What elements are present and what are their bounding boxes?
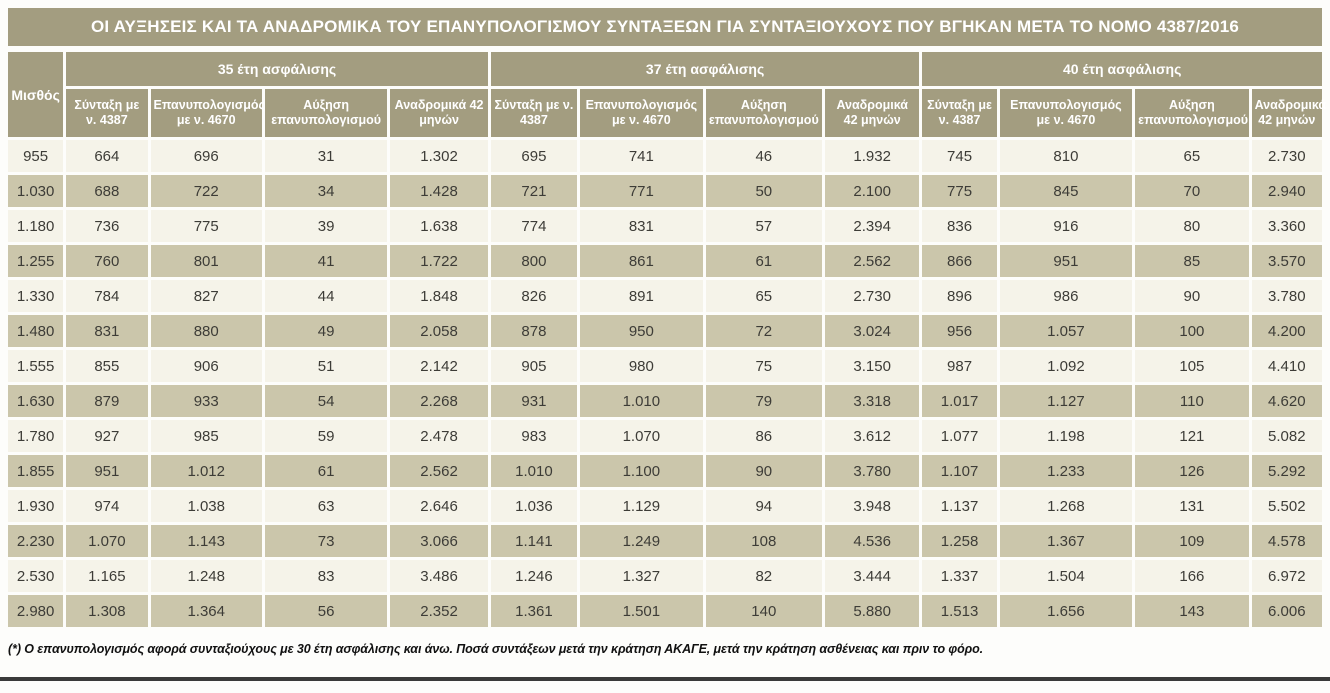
table-row — [8, 245, 1322, 277]
value-cell: 826 — [491, 280, 577, 312]
value-cell: 950 — [580, 315, 702, 347]
value-cell: 1.141 — [491, 525, 577, 557]
value-cell: 86 — [706, 420, 822, 452]
value-cell: 2.940 — [1252, 175, 1322, 207]
value-cell: 80 — [1135, 210, 1248, 242]
value-cell: 951 — [66, 455, 147, 487]
value-cell: 1.501 — [580, 595, 702, 627]
value-cell: 121 — [1135, 420, 1248, 452]
value-cell: 82 — [706, 560, 822, 592]
value-cell: 75 — [706, 350, 822, 382]
value-cell: 1.722 — [390, 245, 487, 277]
value-cell: 140 — [706, 595, 822, 627]
salary-cell: 1.930 — [8, 490, 63, 522]
value-cell: 1.361 — [491, 595, 577, 627]
value-cell: 3.780 — [1252, 280, 1322, 312]
value-cell: 985 — [151, 420, 262, 452]
value-cell: 771 — [580, 175, 702, 207]
value-cell: 688 — [66, 175, 147, 207]
value-cell: 760 — [66, 245, 147, 277]
value-cell: 63 — [265, 490, 387, 522]
value-cell: 46 — [706, 140, 822, 172]
value-cell: 1.198 — [1000, 420, 1133, 452]
value-cell: 1.308 — [66, 595, 147, 627]
value-cell: 831 — [66, 315, 147, 347]
value-cell: 3.948 — [825, 490, 919, 522]
value-cell: 131 — [1135, 490, 1248, 522]
table-row — [8, 560, 1322, 592]
value-cell: 905 — [491, 350, 577, 382]
column-header: Αναδρομικά 42 μηνών — [825, 89, 919, 137]
value-cell: 801 — [151, 245, 262, 277]
value-cell: 109 — [1135, 525, 1248, 557]
table-row — [8, 385, 1322, 417]
value-cell: 1.137 — [922, 490, 996, 522]
salary-cell: 1.555 — [8, 350, 63, 382]
value-cell: 1.143 — [151, 525, 262, 557]
value-cell: 31 — [265, 140, 387, 172]
value-cell: 3.066 — [390, 525, 487, 557]
value-cell: 861 — [580, 245, 702, 277]
value-cell: 41 — [265, 245, 387, 277]
value-cell: 1.246 — [491, 560, 577, 592]
salary-cell: 1.030 — [8, 175, 63, 207]
group-header-35-years: 35 έτη ασφάλισης — [66, 52, 488, 86]
value-cell: 2.562 — [825, 245, 919, 277]
value-cell: 44 — [265, 280, 387, 312]
value-cell: 4.200 — [1252, 315, 1322, 347]
value-cell: 980 — [580, 350, 702, 382]
table-row — [8, 595, 1322, 627]
value-cell: 1.057 — [1000, 315, 1133, 347]
value-cell: 1.367 — [1000, 525, 1133, 557]
value-cell: 2.268 — [390, 385, 487, 417]
value-cell: 51 — [265, 350, 387, 382]
value-cell: 5.082 — [1252, 420, 1322, 452]
table-row — [8, 175, 1322, 207]
column-header: Αύξηση επανυπολογισμού — [706, 89, 822, 137]
value-cell: 827 — [151, 280, 262, 312]
value-cell: 4.536 — [825, 525, 919, 557]
value-cell: 5.880 — [825, 595, 919, 627]
bottom-rule — [0, 677, 1330, 681]
value-cell: 39 — [265, 210, 387, 242]
salary-cell: 1.780 — [8, 420, 63, 452]
value-cell: 1.513 — [922, 595, 996, 627]
group-header-37-years: 37 έτη ασφάλισης — [491, 52, 920, 86]
table-row — [8, 140, 1322, 172]
value-cell: 61 — [265, 455, 387, 487]
value-cell: 855 — [66, 350, 147, 382]
table-row — [8, 490, 1322, 522]
value-cell: 1.428 — [390, 175, 487, 207]
value-cell: 2.394 — [825, 210, 919, 242]
value-cell: 836 — [922, 210, 996, 242]
value-cell: 1.129 — [580, 490, 702, 522]
value-cell: 891 — [580, 280, 702, 312]
value-cell: 73 — [265, 525, 387, 557]
value-cell: 896 — [922, 280, 996, 312]
value-cell: 1.038 — [151, 490, 262, 522]
salary-cell: 955 — [8, 140, 63, 172]
value-cell: 810 — [1000, 140, 1133, 172]
value-cell: 1.302 — [390, 140, 487, 172]
value-cell: 784 — [66, 280, 147, 312]
table-header — [8, 52, 1327, 137]
value-cell: 108 — [706, 525, 822, 557]
table-row — [8, 350, 1322, 382]
salary-cell: 1.255 — [8, 245, 63, 277]
table-row — [8, 210, 1322, 242]
value-cell: 3.612 — [825, 420, 919, 452]
value-cell: 1.012 — [151, 455, 262, 487]
value-cell: 143 — [1135, 595, 1248, 627]
value-cell: 1.327 — [580, 560, 702, 592]
value-cell: 3.360 — [1252, 210, 1322, 242]
value-cell: 736 — [66, 210, 147, 242]
value-cell: 1.100 — [580, 455, 702, 487]
value-cell: 696 — [151, 140, 262, 172]
value-cell: 2.730 — [1252, 140, 1322, 172]
value-cell: 79 — [706, 385, 822, 417]
column-header: Αύξηση επανυπολογισμού — [265, 89, 387, 137]
value-cell: 4.410 — [1252, 350, 1322, 382]
value-cell: 2.730 — [825, 280, 919, 312]
salary-cell: 1.630 — [8, 385, 63, 417]
value-cell: 722 — [151, 175, 262, 207]
group-header-40-years: 40 έτη ασφάλισης — [922, 52, 1322, 86]
value-cell: 1.656 — [1000, 595, 1133, 627]
value-cell: 83 — [265, 560, 387, 592]
value-cell: 3.444 — [825, 560, 919, 592]
value-cell: 878 — [491, 315, 577, 347]
value-cell: 775 — [151, 210, 262, 242]
value-cell: 1.233 — [1000, 455, 1133, 487]
value-cell: 2.142 — [390, 350, 487, 382]
value-cell: 866 — [922, 245, 996, 277]
value-cell: 6.972 — [1252, 560, 1322, 592]
value-cell: 800 — [491, 245, 577, 277]
value-cell: 126 — [1135, 455, 1248, 487]
value-cell: 3.486 — [390, 560, 487, 592]
value-cell: 34 — [265, 175, 387, 207]
value-cell: 974 — [66, 490, 147, 522]
value-cell: 50 — [706, 175, 822, 207]
value-cell: 57 — [706, 210, 822, 242]
value-cell: 3.024 — [825, 315, 919, 347]
value-cell: 956 — [922, 315, 996, 347]
value-cell: 927 — [66, 420, 147, 452]
value-cell: 4.578 — [1252, 525, 1322, 557]
pension-table — [5, 49, 1325, 630]
value-cell: 741 — [580, 140, 702, 172]
salary-cell: 1.855 — [8, 455, 63, 487]
value-cell: 3.318 — [825, 385, 919, 417]
value-cell: 5.502 — [1252, 490, 1322, 522]
column-header: Σύνταξη με ν. 4387 — [922, 89, 996, 137]
value-cell: 105 — [1135, 350, 1248, 382]
value-cell: 845 — [1000, 175, 1133, 207]
value-cell: 59 — [265, 420, 387, 452]
group-header-row — [8, 52, 1322, 86]
table-title: ΟΙ ΑΥΞΗΣΕΙΣ ΚΑΙ ΤΑ ΑΝΑΔΡΟΜΙΚΑ ΤΟΥ ΕΠΑΝΥΠΟΛΟΓΙΣΜΟΥ ΣΥΝΤΑΞΕΩΝ ΓΙΑ ΣΥΝΤΑΞΙΟΥΧΟΥΣ ΠΟΥ ΒΓΗΚΑΝ ΜΕΤΑ ΤΟ ΝΟΜΟ 4387/2016 — [8, 8, 1322, 46]
value-cell: 983 — [491, 420, 577, 452]
value-cell: 90 — [1135, 280, 1248, 312]
value-cell: 56 — [265, 595, 387, 627]
value-cell: 94 — [706, 490, 822, 522]
value-cell: 1.638 — [390, 210, 487, 242]
value-cell: 1.337 — [922, 560, 996, 592]
value-cell: 916 — [1000, 210, 1133, 242]
value-cell: 100 — [1135, 315, 1248, 347]
value-cell: 110 — [1135, 385, 1248, 417]
salary-cell: 1.180 — [8, 210, 63, 242]
value-cell: 831 — [580, 210, 702, 242]
value-cell: 1.932 — [825, 140, 919, 172]
column-header-misthos: Μισθός — [8, 52, 63, 137]
value-cell: 774 — [491, 210, 577, 242]
value-cell: 951 — [1000, 245, 1133, 277]
value-cell: 745 — [922, 140, 996, 172]
value-cell: 6.006 — [1252, 595, 1322, 627]
value-cell: 2.562 — [390, 455, 487, 487]
salary-cell: 2.230 — [8, 525, 63, 557]
table-row — [8, 315, 1322, 347]
value-cell: 2.478 — [390, 420, 487, 452]
value-cell: 1.010 — [580, 385, 702, 417]
value-cell: 1.268 — [1000, 490, 1133, 522]
table-row — [8, 420, 1322, 452]
value-cell: 1.248 — [151, 560, 262, 592]
value-cell: 880 — [151, 315, 262, 347]
value-cell: 90 — [706, 455, 822, 487]
value-cell: 1.036 — [491, 490, 577, 522]
value-cell: 906 — [151, 350, 262, 382]
value-cell: 1.070 — [580, 420, 702, 452]
value-cell: 4.620 — [1252, 385, 1322, 417]
value-cell: 2.646 — [390, 490, 487, 522]
value-cell: 695 — [491, 140, 577, 172]
table-row — [8, 455, 1322, 487]
footnote: (*) Ο επανυπολογισμός αφορά συνταξιούχους με 30 έτη ασφάλισης και άνω. Ποσά συντάξεων μετά την κράτηση ΑΚΑΓΕ, μετά την κράτηση ασθένειας και πριν το φόρο. — [8, 642, 983, 656]
value-cell: 1.017 — [922, 385, 996, 417]
value-cell: 65 — [706, 280, 822, 312]
column-header: Σύνταξη με ν. 4387 — [491, 89, 577, 137]
column-header: Αναδρομικά 42 μηνών — [390, 89, 487, 137]
value-cell: 3.570 — [1252, 245, 1322, 277]
value-cell: 1.364 — [151, 595, 262, 627]
value-cell: 1.107 — [922, 455, 996, 487]
value-cell: 2.100 — [825, 175, 919, 207]
value-cell: 775 — [922, 175, 996, 207]
column-header: Επανυπολογισμός με ν. 4670 — [580, 89, 702, 137]
value-cell: 72 — [706, 315, 822, 347]
salary-cell: 2.980 — [8, 595, 63, 627]
value-cell: 1.504 — [1000, 560, 1133, 592]
value-cell: 3.150 — [825, 350, 919, 382]
value-cell: 986 — [1000, 280, 1133, 312]
value-cell: 5.292 — [1252, 455, 1322, 487]
value-cell: 1.077 — [922, 420, 996, 452]
value-cell: 85 — [1135, 245, 1248, 277]
table-body — [8, 140, 1322, 627]
value-cell: 1.070 — [66, 525, 147, 557]
column-header: Επανυπολογισμός με ν. 4670 — [151, 89, 262, 137]
value-cell: 931 — [491, 385, 577, 417]
value-cell: 933 — [151, 385, 262, 417]
value-cell: 2.352 — [390, 595, 487, 627]
value-cell: 664 — [66, 140, 147, 172]
value-cell: 3.780 — [825, 455, 919, 487]
table-row — [8, 525, 1322, 557]
value-cell: 1.127 — [1000, 385, 1133, 417]
salary-cell: 1.480 — [8, 315, 63, 347]
column-header: Αναδρομικά 42 μηνών — [1252, 89, 1322, 137]
value-cell: 2.058 — [390, 315, 487, 347]
column-header: Επανυπολογισμός με ν. 4670 — [1000, 89, 1133, 137]
value-cell: 1.848 — [390, 280, 487, 312]
salary-cell: 1.330 — [8, 280, 63, 312]
column-header: Σύνταξη με ν. 4387 — [66, 89, 147, 137]
value-cell: 879 — [66, 385, 147, 417]
value-cell: 49 — [265, 315, 387, 347]
value-cell: 1.165 — [66, 560, 147, 592]
table-row — [8, 280, 1322, 312]
value-cell: 1.249 — [580, 525, 702, 557]
column-header: Αύξηση επανυπολογισμού — [1135, 89, 1248, 137]
value-cell: 987 — [922, 350, 996, 382]
value-cell: 166 — [1135, 560, 1248, 592]
sub-header-row — [8, 89, 1322, 137]
salary-cell: 2.530 — [8, 560, 63, 592]
value-cell: 1.258 — [922, 525, 996, 557]
value-cell: 70 — [1135, 175, 1248, 207]
value-cell: 1.010 — [491, 455, 577, 487]
value-cell: 61 — [706, 245, 822, 277]
value-cell: 54 — [265, 385, 387, 417]
value-cell: 65 — [1135, 140, 1248, 172]
value-cell: 721 — [491, 175, 577, 207]
value-cell: 1.092 — [1000, 350, 1133, 382]
